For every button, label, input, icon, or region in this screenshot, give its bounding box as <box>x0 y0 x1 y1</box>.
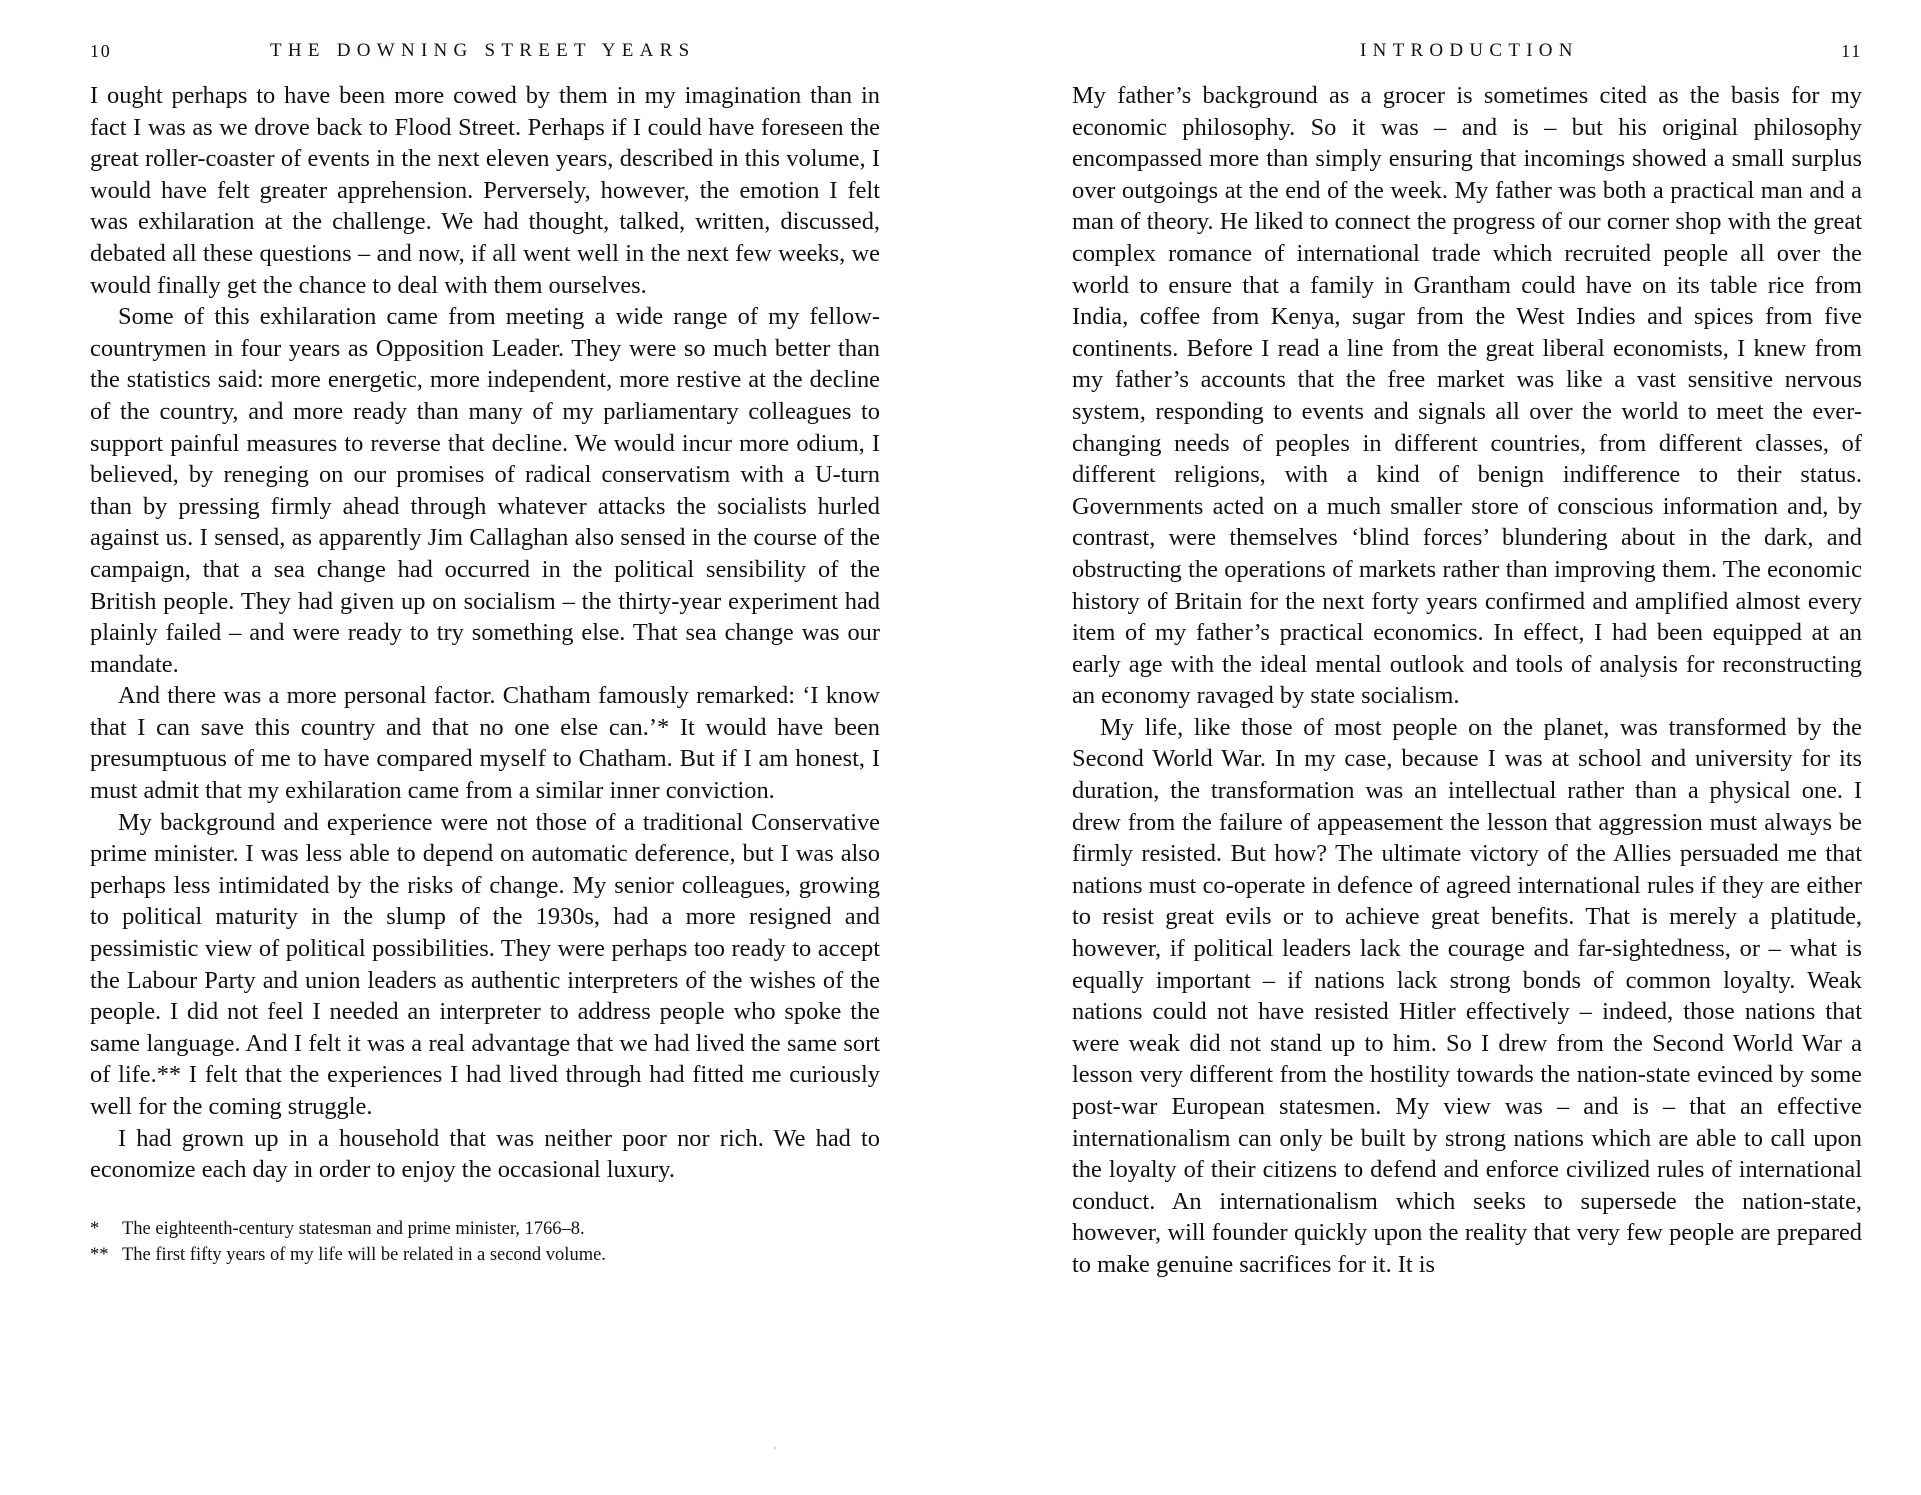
left-running-title: THE DOWNING STREET YEARS <box>270 40 696 61</box>
right-running-title: INTRODUCTION <box>1360 40 1579 61</box>
left-paragraph-3: And there was a more personal factor. Chatham famously remarked: ‘I know that I can save this country and that no one else can.’* It would have been presumptuous of me to have compared myself to Chatham. But if I am honest, I must admit that my exhilaration came from a similar inner conviction. <box>90 682 880 805</box>
right-body-text <box>1072 80 1862 1281</box>
left-page-number: 10 <box>90 41 112 61</box>
footnote-1 <box>90 1216 880 1242</box>
footnote-2 <box>90 1242 880 1268</box>
footnote-text: The eighteenth-century statesman and prime minister, 1766–8. <box>122 1218 585 1239</box>
right-paragraph-2: My life, like those of most people on the planet, was transformed by the Second World War. In my case, because I was at school and university for its duration, the transformation was an intellectual rather than a physical one. I drew from the failure of appeasement the lesson that aggression must always be firmly resisted. But how? The ultimate victory of the Allies persuaded me that nations must co-operate in defence of agreed international rules if they are either to resist great evils or to achieve great benefits. That is merely a platitude, however, if political leaders lack the courage and far-sightedness, or – what is equally important – if nations lack strong bonds of common loyalty. Weak nations could not have resisted Hitler effectively – indeed, those nations that were weak did not stand up to him. So I drew from the Second World War a lesson very different from the hostility towards the nation-state evinced by some post-war European statesmen. My view was – and is – that an effective internationalism can only be built by strong nations which are able to call upon the loyalty of their citizens to defend and enforce civilized rules of international conduct. An internationalism which seeks to supersede the nation-state, however, will founder quickly upon the reality that very few people are prepared to make genuine sacrifices for it. It is <box>1072 713 1862 1278</box>
right-page-number: 11 <box>1841 41 1862 61</box>
gutter-mark <box>774 1447 776 1449</box>
footnote-text: The first fifty years of my life will be related in a second volume. <box>122 1244 606 1265</box>
footnote-mark: ** <box>90 1244 109 1265</box>
footnotes <box>90 1216 880 1268</box>
left-paragraph-2: Some of this exhilaration came from meeting a wide range of my fellow-countrymen in four years as Opposition Leader. They were so much better than the statistics said: more energetic, more independent, more restive at the decline of the country, and more ready than many of my parliamentary colleagues to support painful measures to reverse that decline. We would incur more odium, I believed, by reneging on our promises of radical conservatism with a U-turn than by pressing firmly ahead through whatever attacks the socialists hurled against us. I sensed, as apparently Jim Callaghan also sensed in the course of the campaign, that a sea change had occurred in the political sensibility of the British people. They had given up on socialism – the thirty-year experiment had plainly failed – and were ready to try something else. That sea change was our mandate. <box>90 303 880 678</box>
left-paragraph-5: I had grown up in a household that was neither poor nor rich. We had to economize each day in order to enjoy the occasional luxury. <box>90 1124 880 1184</box>
left-running-head <box>90 30 880 72</box>
left-page <box>90 30 880 1268</box>
footnote-mark: * <box>90 1218 100 1239</box>
left-paragraph-1: I ought perhaps to have been more cowed by them in my imagination than in fact I was as we drove back to Flood Street. Perhaps if I could have foreseen the great roller-coaster of events in the next eleven years, described in this volume, I would have felt greater apprehension. Perversely, however, the emotion I felt was exhilaration at the challenge. We had thought, talked, written, discussed, debated all these questions – and now, if all went well in the next few weeks, we would finally get the chance to deal with them ourselves. <box>90 82 880 299</box>
right-running-head <box>1072 30 1862 72</box>
right-page <box>1072 30 1862 1281</box>
left-paragraph-4: My background and experience were not those of a traditional Conservative prime minister. I was less able to depend on automatic deference, but I was also perhaps less intimidated by the risks of change. My senior colleagues, growing to political maturity in the slump of the 1930s, had a more resigned and pessimistic view of political possibilities. They were perhaps too ready to accept the Labour Party and union leaders as authentic interpreters of the wishes of the people. I did not feel I needed an interpreter to address people who spoke the same language. And I felt it was a real advantage that we had lived the same sort of life.** I felt that the experiences I had lived through had fitted me curiously well for the coming struggle. <box>90 808 880 1120</box>
right-paragraph-1: My father’s background as a grocer is sometimes cited as the basis for my economic philosophy. So it was – and is – but his original philosophy encompassed more than simply ensuring that incomings showed a small surplus over outgoings at the end of the week. My father was both a practical man and a man of theory. He liked to connect the progress of our corner shop with the great complex romance of international trade which recruited people all over the world to ensure that a family in Grantham could have on its table rice from India, coffee from Kenya, sugar from the West Indies and spices from five continents. Before I read a line from the great liberal economists, I knew from my father’s accounts that the free market was like a vast sensitive nervous system, responding to events and signals all over the world to meet the ever-changing needs of peoples in different countries, from different classes, of different religions, with a kind of benign indifference to their status. Governments acted on a much smaller store of conscious information and, by contrast, were themselves ‘blind forces’ blundering about in the dark, and obstructing the operations of markets rather than improving them. The economic history of Britain for the next forty years confirmed and amplified almost every item of my father’s practical economics. In effect, I had been equipped at an early age with the ideal mental outlook and tools of analysis for reconstructing an economy ravaged by state socialism. <box>1072 82 1862 710</box>
left-body-text <box>90 80 880 1186</box>
